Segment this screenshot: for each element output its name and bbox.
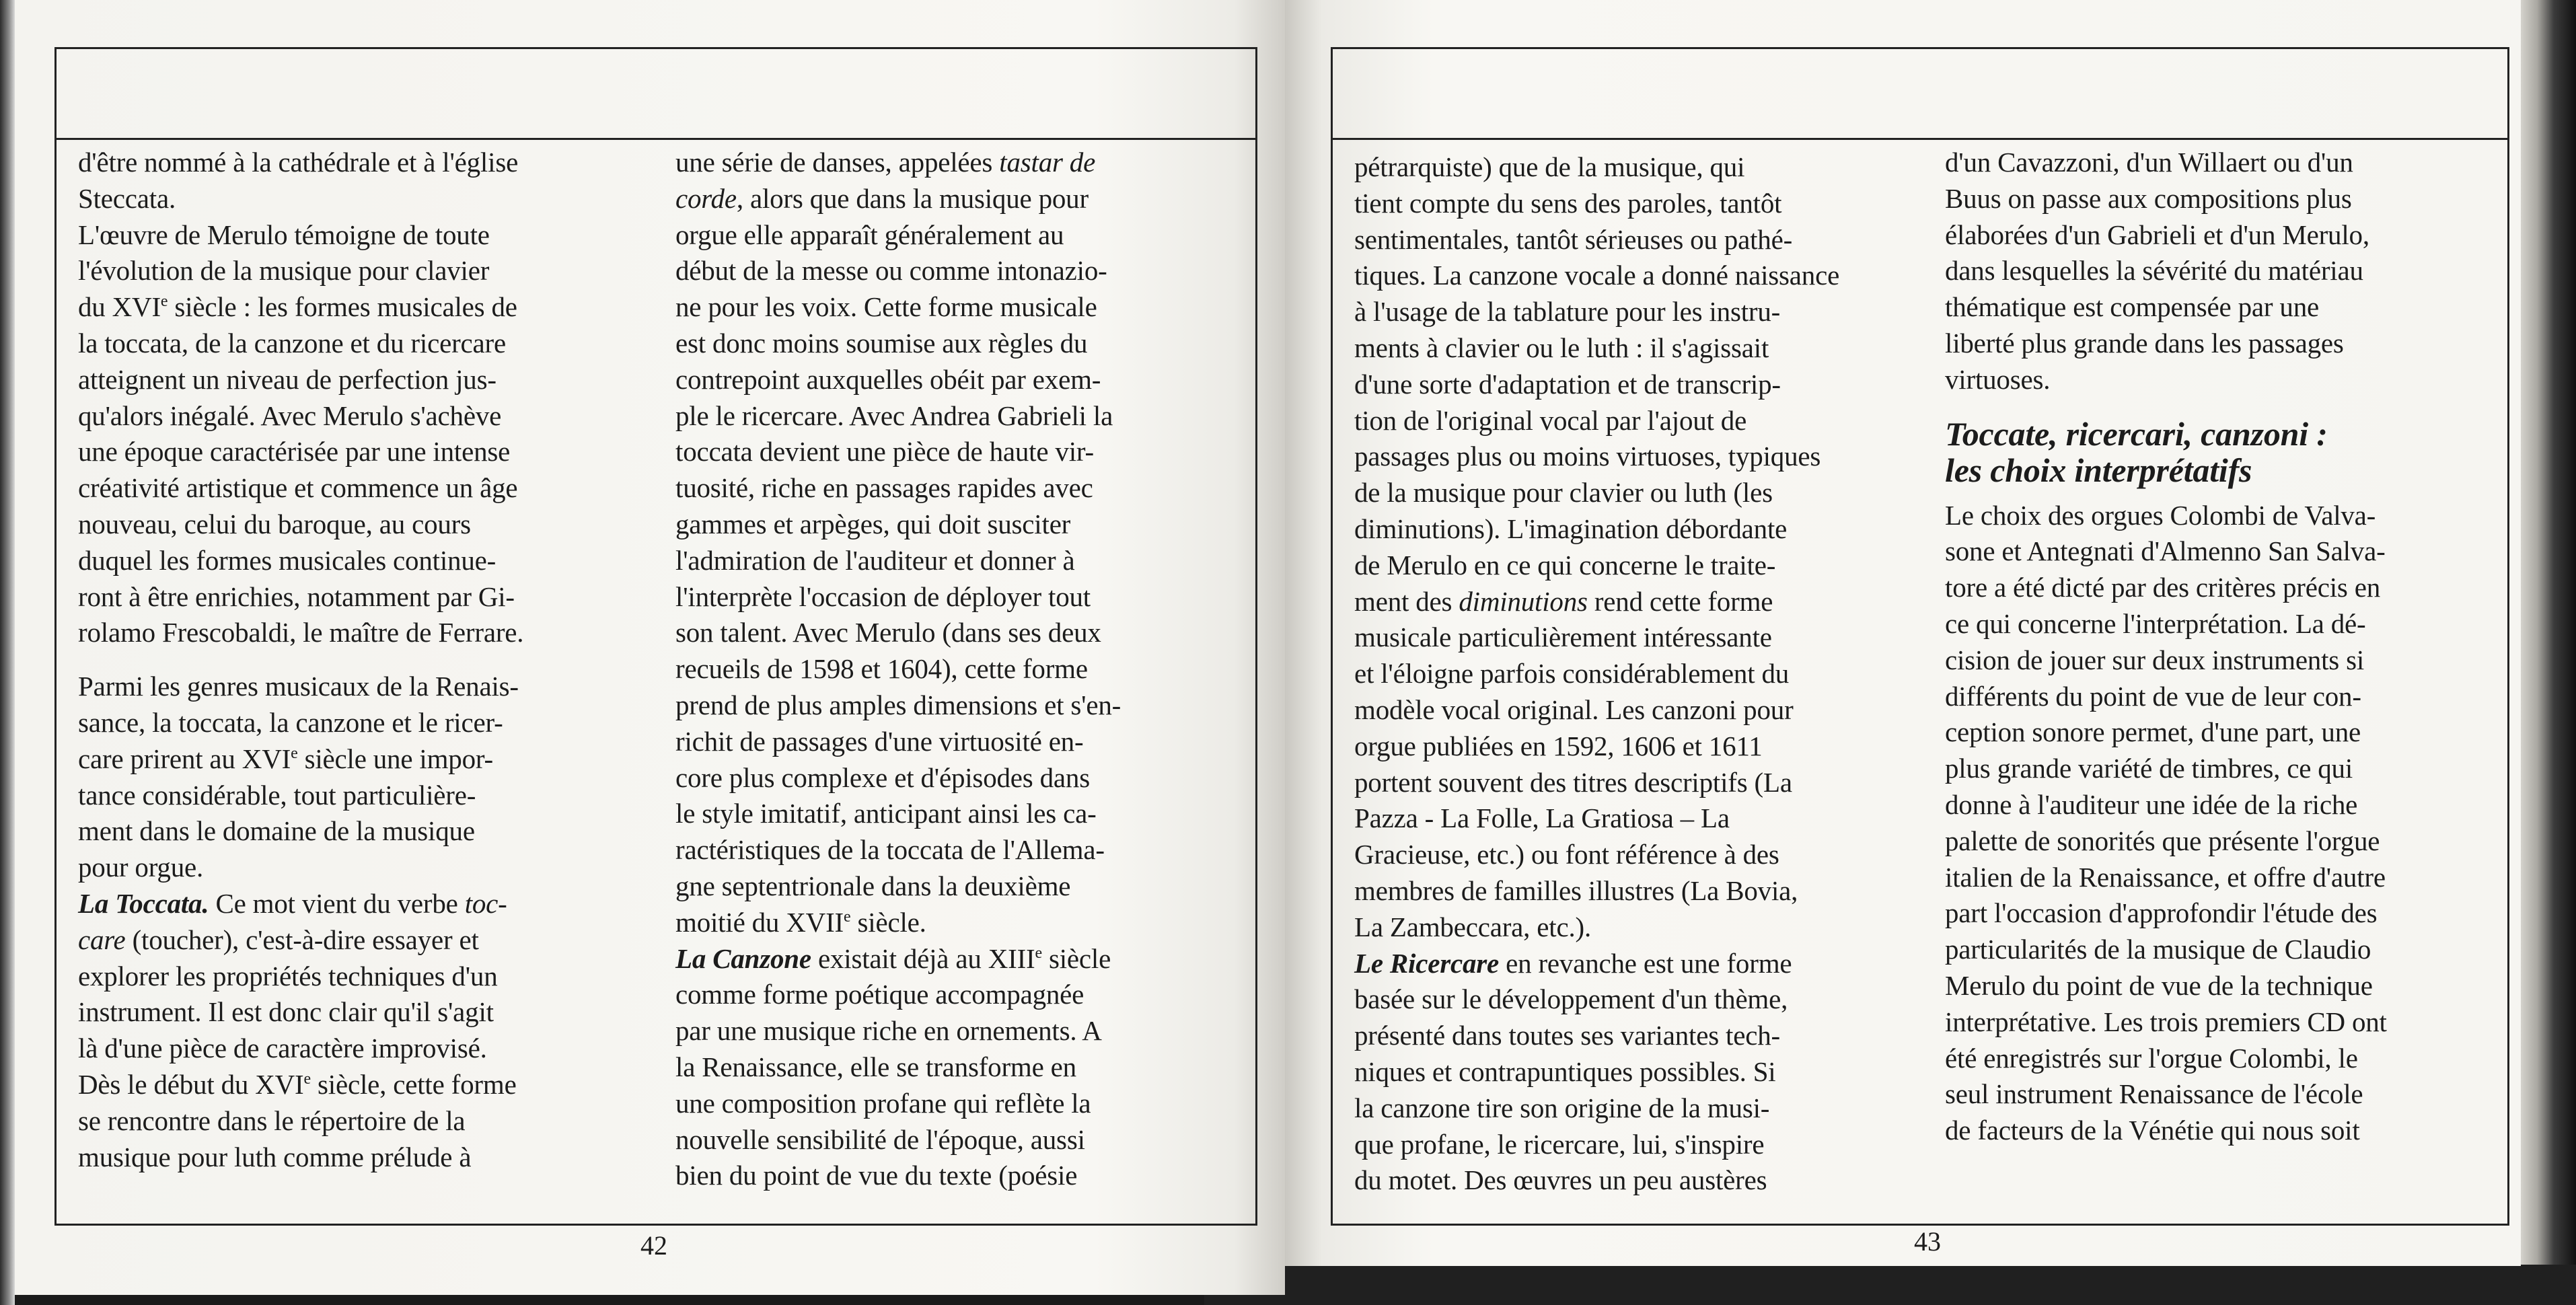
text-line: bien du point de vue du texte (poésie [675,1160,1078,1191]
text-line: part l'occasion d'approfondir l'étude des [1945,897,2378,929]
text-line: l'admiration de l'auditeur et donner à [675,544,1075,576]
text-line: La Canzone existait déjà au XIIIe siècle [675,942,1111,974]
runin-heading: La Canzone [675,942,811,974]
text-line: Parmi les genres musicaux de la Renais- [78,671,519,702]
text-line: ne pour les voix. Cette forme musicale [675,291,1097,323]
paragraph [78,669,523,886]
runin-heading: Le Ricercare [1354,947,1500,979]
text-line: thématique est compensée par une [1945,291,2319,323]
text-line: la Renaissance, elle se transforme en [675,1051,1076,1082]
text-line: tore a été dicté par des critères précis en [1945,572,2381,603]
text-line: du motet. Des œuvres un peu austères [1354,1164,1767,1196]
text-line: ception sonore permet, d'une part, une [1945,716,2361,748]
text-line: Merulo du point de vue de la technique [1945,969,2373,1001]
text-line: portent souvent des titres descriptifs (La [1354,766,1792,798]
text-line: liberté plus grande dans les passages [1945,327,2344,359]
text-line: musicale particulièrement intéressante [1354,622,1772,653]
text-line: cision de jouer sur deux instruments si [1945,644,2365,675]
text-line: rolamo Frescobaldi, le maître de Ferrare. [78,617,524,648]
text-line: orgue publiées en 1592, 1606 et 1611 [1354,730,1763,761]
left-column-2 [675,145,1121,1194]
text-line: sentimentales, tantôt sérieuses ou pathé- [1354,223,1793,255]
left-column-1 [78,145,523,1175]
text-line: différents du point de vue de leur con- [1945,680,2361,712]
text-line: Steccata. [78,182,176,214]
text-line: comme forme poétique accompagnée [675,979,1084,1010]
text-line: créativité artistique et commence un âge [78,472,518,504]
section-heading: Toccate, ricercari, canzoni : les choix interprétatifs [1945,414,2328,489]
text-line: d'être nommé à la cathédrale et à l'église [78,147,519,178]
text-line: nouvelle sensibilité de l'époque, aussi [675,1123,1085,1155]
text-line: élaborées d'un Gabrieli et d'un Merulo, [1945,219,2369,250]
text-line: moitié du XVIIe siècle. [675,906,926,938]
text-line: le style imitatif, anticipant ainsi les ca- [675,798,1097,829]
text-line: sone et Antegnati d'Almenno San Salva- [1945,535,2386,567]
text-line: par une musique riche en ornements. A [675,1015,1102,1047]
text-line: la canzone tire son origine de la musi- [1354,1092,1770,1123]
text-line: tiques. La canzone vocale a donné naissance [1354,260,1840,291]
page-number: 43 [1914,1226,1941,1257]
text-line: dans lesquelles la sévérité du matériau [1945,255,2363,287]
text-line: explorer les propriétés techniques d'un [78,960,498,992]
text-line: ple le ricercare. Avec Andrea Gabrieli la [675,400,1113,431]
text-line: instrument. Il est donc clair qu'il s'agit [78,996,494,1028]
text-line: ce qui concerne l'interprétation. La dé- [1945,607,2366,639]
text-line: se rencontre dans le répertoire de la [78,1105,466,1136]
text-line: modèle vocal original. Les canzoni pour [1354,694,1794,725]
paragraph [78,145,523,217]
text-line: Buus on passe aux compositions plus [1945,182,2352,214]
text-line: une composition profane qui reflète la [675,1087,1091,1119]
text-line: virtuoses. [1945,363,2051,395]
text-line: de Merulo en ce qui concerne le traite- [1354,549,1776,581]
text-line: basée sur le développement d'un thème, [1354,983,1788,1015]
right-page [1285,0,2521,1266]
paragraph [78,217,523,652]
text-line: recueils de 1598 et 1604), cette forme [675,653,1088,685]
text-line: core plus complexe et d'épisodes dans [675,761,1090,793]
text-line: Le choix des orgues Colombi de Valva- [1945,499,2376,531]
text-line: ront à être enrichies, notamment par Gi- [78,581,515,612]
text-line: La Zambeccara, etc.). [1354,911,1592,942]
text-line: contrepoint auxquelles obéit par exem- [675,363,1101,395]
text-line: richit de passages d'une virtuosité en- [675,725,1084,757]
text-line: une série de danses, appelées tastar de [675,147,1096,178]
text-line: d'un Cavazzoni, d'un Willaert ou d'un [1945,147,2353,178]
text-line: et l'éloigne parfois considérablement du [1354,658,1790,689]
text-line: ment dans le domaine de la musique [78,815,475,847]
right-column-1 [1354,149,1839,1199]
text-line: duquel les formes musicales continue- [78,544,496,576]
text-line: de la musique pour clavier ou luth (les [1354,477,1773,509]
text-line: niques et contrapuntiques possibles. Si [1354,1055,1776,1087]
text-line: palette de sonorités que présente l'orgue [1945,825,2380,856]
text-line: tance considérable, tout particulière- [78,779,476,811]
text-line: tuosité, riche en passages rapides avec [675,472,1093,504]
text-line: particularités de la musique de Claudio [1945,934,2371,965]
book-page-edges [2521,0,2576,1265]
text-line: Dès le début du XVIe siècle, cette forme [78,1068,517,1100]
text-line: début de la messe ou comme intonazio- [675,255,1107,287]
text-line: présenté dans toutes ses variantes tech- [1354,1020,1780,1051]
runin-heading: La Toccata. [78,887,209,919]
left-page [15,0,1285,1295]
paragraph-toccata [78,886,523,1175]
text-line: que profane, le ricercare, lui, s'inspire [1354,1128,1765,1160]
text-line: passages plus ou moins virtuoses, typiques [1354,441,1821,472]
text-line: atteignent un niveau de perfection jus- [78,363,496,395]
text-line: italien de la Renaissance, et offre d'autre [1945,861,2386,893]
text-line: ractéristiques de la toccata de l'Allema- [675,834,1105,866]
text-line: ment des diminutions rend cette forme [1354,585,1773,617]
text-line: orgue elle apparaît généralement au [675,219,1064,250]
text-line: prend de plus amples dimensions et s'en- [675,689,1121,720]
text-line: care (toucher), c'est-à-dire essayer et [78,924,479,955]
text-line: de facteurs de la Vénétie qui nous soit [1945,1115,2360,1146]
text-line: La Toccata. Ce mot vient du verbe toc- [78,887,507,919]
text-line: diminutions). L'imagination débordante [1354,513,1788,544]
text-line: musique pour luth comme prélude à [78,1141,472,1172]
text-line: ments à clavier ou le luth : il s'agissait [1354,332,1769,363]
text-line: plus grande variété de timbres, ce qui [1945,753,2353,784]
text-line: qu'alors inégalé. Avec Merulo s'achève [78,400,502,431]
text-line: son talent. Avec Merulo (dans ses deux [675,617,1101,648]
text-line: sance, la toccata, la canzone et le ricer- [78,706,503,738]
text-line: la toccata, de la canzone et du ricercare [78,327,506,359]
text-line: L'œuvre de Merulo témoigne de toute [78,219,490,250]
text-line: nouveau, celui du baroque, au cours [78,508,471,539]
text-line: tient compte du sens des paroles, tantôt [1354,187,1782,219]
text-line: là d'une pièce de caractère improvisé. [78,1033,487,1064]
text-line: seul instrument Renaissance de l'école [1945,1078,2363,1110]
text-line: pétrarquiste) que de la musique, qui [1354,151,1745,182]
text-line: à l'usage de la tablature pour les instru- [1354,296,1781,328]
text-line: membres de familles illustres (La Bovia, [1354,874,1798,906]
right-header-rule [1333,138,2507,140]
text-line: corde, alors que dans la musique pour [675,182,1089,214]
text-line: du XVIe siècle : les formes musicales de [78,291,517,323]
text-line: l'interprète l'occasion de déployer tout [675,581,1091,612]
text-line: Pazza - La Folle, La Gratiosa – La [1354,803,1730,834]
text-line: gammes et arpèges, qui doit susciter [675,508,1071,539]
right-column-2 [1945,145,2387,1149]
text-line: Gracieuse, etc.) ou font référence à des [1354,839,1779,870]
text-line: d'une sorte d'adaptation et de transcrip- [1354,368,1781,400]
text-line: toccata devient une pièce de haute vir- [675,436,1094,468]
text-line: tion de l'original vocal par l'ajout de [1354,404,1747,436]
text-line: une époque caractérisée par une intense [78,436,511,468]
text-line: été enregistrés sur l'orgue Colombi, le [1945,1042,2358,1074]
text-line: care prirent au XVIe siècle une impor- [78,743,493,774]
text-line: Le Ricercare en revanche est une forme [1354,947,1792,979]
page-number: 42 [640,1230,667,1261]
text-line: l'évolution de la musique pour clavier [78,255,490,287]
book-spine-left [0,0,15,1305]
text-line: gne septentrionale dans la deuxième [675,870,1071,901]
text-line: est donc moins soumise aux règles du [675,327,1088,359]
text-line: donne à l'auditeur une idée de la riche [1945,788,2358,820]
text-line: pour orgue. [78,852,204,883]
book-cover-edge [1204,1265,2576,1305]
text-line: interprétative. Les trois premiers CD ont [1945,1006,2387,1037]
left-header-rule [57,138,1255,140]
